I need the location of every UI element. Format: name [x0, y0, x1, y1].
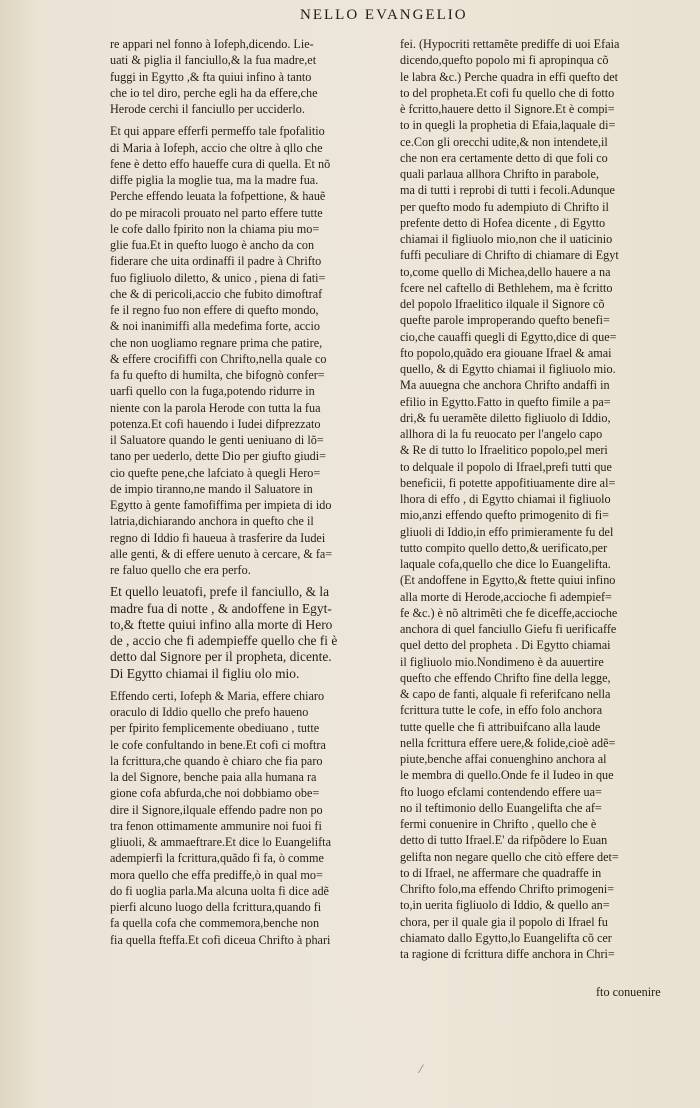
- text-line: to,in uerita figliuolo di Iddio, & quello an=: [400, 898, 610, 913]
- text-line: & noi inanimiffi alla medefima forte, accio: [110, 319, 320, 334]
- text-line: la del Signore, benche paia alla humana ra: [110, 770, 317, 784]
- text-line: quello, & di Egytto chiamai il figliuolo mio.: [400, 362, 616, 376]
- text-line: fa quella cofa che commemora,benche non: [110, 916, 320, 931]
- text-line: niente con la parola Herode con tutta la fua: [110, 400, 321, 415]
- text-line: oraculo di Iddio quello che prefo haueno: [110, 705, 309, 719]
- text-line: fuo figliuolo diletto, & unico , piena di fati=: [110, 270, 326, 285]
- text-line: cio,che cauaffi quegli di Egytto,dice di que=: [400, 329, 617, 344]
- text-line: do fi uoglia parla.Ma alcuna uolta fi dice adẽ: [110, 883, 329, 898]
- text-line: Egytto à gente famofiffima per impieta di ido: [110, 498, 332, 512]
- text-line: fto luogo efclami contendendo effere ua=: [400, 784, 602, 799]
- text-line: che & di pericoli,accio che fubito dimoftraf: [110, 286, 323, 301]
- text-line: beneficii, fi potette appofitiuamente dire al=: [400, 475, 616, 490]
- right-column: [400, 36, 682, 962]
- text-line: to delquale il popolo di Ifrael,prefi tutti que: [400, 459, 612, 474]
- text-line: che non era certamente detto di que foli co: [400, 150, 608, 165]
- text-line: il Saluatore quando le genti ueniuano di lõ=: [110, 433, 324, 447]
- text-line: piute,benche affai conuenghino anchora al: [400, 752, 607, 766]
- text-line: del popolo Ifraelitico ilquale il Signore cõ: [400, 297, 605, 311]
- ink-mark: ⁄: [420, 1063, 422, 1076]
- text-line: & Re di tutto lo Ifraelitico popolo,pel meri: [400, 443, 608, 458]
- text-line: fcrittura tutte le cofe, in effo folo anchora: [400, 703, 603, 718]
- text-line: fuffi peculiare di Chrifto di chiamare di Egyt: [400, 248, 619, 263]
- text-line: fene è detto effo haueffe cura di quella. Et nõ: [110, 156, 331, 171]
- text-line: è fcritto,hauere detto il Signore.Et è compi=: [400, 102, 615, 116]
- text-line: per fpirito femplicemente obediuano , tutte: [110, 721, 320, 736]
- text-line: mora quello che effa prediffe,ò in qual mo=: [110, 867, 323, 882]
- text-line: Chrifto folo,ma effendo Chrifto primogeni=: [400, 882, 615, 896]
- text-line: dire il Signore,ilquale effendo padre non po: [110, 802, 323, 817]
- text-line: Et quello leuatofi, prefe il fanciullo, & la: [110, 584, 330, 600]
- text-line: di Maria à Iofeph, accio che oltre à qllo che: [110, 140, 323, 155]
- text-line: fia quella fteffa.Et cofi diceua Chrifto à phari: [110, 932, 331, 947]
- text-line: & effere crocififfi con Chrifto,nella quale co: [110, 351, 327, 366]
- text-line: per quefto modo fu adempiuto di Chrifto il: [400, 199, 609, 214]
- text-line: Herode cerchi il fanciullo per ucciderlo.: [110, 102, 305, 116]
- text-line: chora, per il quale gia il popolo di Ifrael fu: [400, 914, 608, 929]
- text-line: quali parlaua allhora Chrifto in parabole,: [400, 167, 599, 181]
- text-line: le labra &c.) Perche quadra in effi quefto det: [400, 69, 619, 84]
- text-line: cio quefte pene,che lafciato à quegli Hero=: [110, 465, 321, 480]
- text-line: quefto che effendo Chrifto fine della legge,: [400, 670, 611, 685]
- text-line: le membra di quello.Onde fe il Iudeo in que: [400, 768, 614, 783]
- text-line: re appari nel fonno à Iofeph,dicendo. Lie-: [110, 37, 314, 51]
- text-line: quel detto del propheta . Di Egytto chiamai: [400, 638, 611, 653]
- text-line: ma di tutti i reprobi di tutti i fecoli.Adunque: [400, 183, 615, 198]
- text-line: fiderare che uita ordinaffi il padre à Chrifto: [110, 254, 322, 269]
- text-line: tano per uederlo, dette Dio per giufto giudi=: [110, 449, 327, 464]
- text-line: ce.Con gli orecchi udite,& non intendete,il: [400, 134, 608, 149]
- text-line: de impio tiranno,ne mando il Saluatore in: [110, 481, 313, 496]
- running-head: NELLO EVANGELIO: [300, 7, 468, 23]
- text-line: mio,anzi effendo quefto primogenito di fi=: [400, 508, 610, 523]
- text-line: la fcrittura,che quando è chiaro che fia paro: [110, 753, 323, 768]
- text-line: latria,dichiarando anchora in quefto che il: [110, 514, 314, 529]
- text-line: allhora di la fu reuocato per l'angelo capo: [400, 427, 603, 441]
- text-line: to in quegli la prophetia di Efaia,laquale di=: [400, 118, 616, 133]
- text-line: fei. (Hypocriti rettamẽte prediffe di uoi Efaia: [400, 37, 620, 51]
- text-line: re faluo quello che era perfo.: [110, 563, 251, 577]
- text-line: fe il regno fuo non effere di quefto mondo,: [110, 303, 319, 317]
- left-column: [110, 36, 388, 948]
- text-line: laquale cofa,quello che dice lo Euangelifta.: [400, 557, 611, 571]
- text-line: che non uogliamo regnare prima che patire,: [110, 335, 323, 350]
- text-line: dicendo,quefto popolo mi fi apropinqua cõ: [400, 53, 609, 68]
- text-line: to,& ftette quiui infino alla morte di Hero: [110, 616, 333, 632]
- text-line: detto dal Signore per il propheta, dicente.: [110, 649, 332, 665]
- text-line: no il teftimonio dello Euangelifta che af=: [400, 800, 602, 815]
- text-line: tra fenon ottimamente ammunire noi fuoi fi: [110, 818, 322, 833]
- text-line: gliuoli, & ammaeftrare.Et dice lo Euangelifta: [110, 835, 331, 849]
- text-line: fe &c.) è nõ altrimẽti che fe diceffe,accioche: [400, 605, 618, 620]
- text-line: Effendo certi, Iofeph & Maria, effere chiaro: [110, 688, 325, 703]
- text-line: uarfi quello con la fuga,potendo ridurre in: [110, 384, 315, 399]
- text-line: anchora di quel fanciullo Giefu fi uerificaffe: [400, 622, 617, 636]
- text-line: alle genti, & di effere uenuto à cercare, & fa=: [110, 546, 333, 561]
- text-line: prefente detto di Hofea dicente , di Egytto: [400, 215, 606, 230]
- text-line: il figliuolo mio.Nondimeno è da auuertire: [400, 654, 604, 669]
- text-line: to,come quello di Michea,dello hauere a na: [400, 264, 611, 279]
- text-line: diffe piglia la moglie tua, ma la madre fua.: [110, 173, 319, 187]
- text-line: alla morte di Herode,accioche fi adempief=: [400, 589, 612, 604]
- text-line: to del propheta.Et cofi fu quello che di fotto: [400, 85, 615, 100]
- text-line: madre fua di notte , & andoffene in Egyt-: [110, 600, 332, 616]
- text-line: tutto compito quello detto,& uerificato,per: [400, 540, 608, 555]
- text-line: fto popolo,quãdo era giouane Ifrael & amai: [400, 345, 612, 360]
- text-line: quefte parole improperando quefto benefi=: [400, 313, 610, 328]
- text-line: ta ragione di fcrittura diffe anchora in Chri=: [400, 947, 615, 961]
- text-line: pierfi alcuno luogo della fcrittura,quando fi: [110, 900, 322, 914]
- text-line: che io tel diro, perche egli ha da effere,che: [110, 85, 318, 100]
- text-line: potenza.Et cofi hauendo i Iudei difprezzato: [110, 416, 321, 431]
- text-line: fcere nel caftello di Bethlehem, ma è fcritto: [400, 280, 613, 295]
- text-line: Di Egytto chiamai il figliu olo mio.: [110, 665, 300, 681]
- catchword: fto conuenire: [596, 985, 661, 999]
- text-line: dri,& fu ueramẽte diletto figliuolo di Iddio,: [400, 410, 611, 425]
- text-line: & capo de fanti, alquale fi referifcano nella: [400, 687, 611, 701]
- text-line: glie fua.Et in quefto luogo è ancho da con: [110, 238, 315, 252]
- text-line: uati & piglia il fanciullo,& la fua madre,et: [110, 53, 317, 68]
- text-line: Et qui appare efferfi permeffo tale fpofalitio: [110, 124, 325, 139]
- text-line: lhora di effo , di Egytto chiamai il figliuolo: [400, 492, 611, 506]
- text-line: Perche effendo leuata la fofpettione, & hauẽ: [110, 189, 326, 204]
- text-line: do pe miracoli prouato nel parto effere tutte: [110, 205, 323, 220]
- text-line: adempierfi la fcrittura,quãdo fi fa, ò comme: [110, 851, 324, 866]
- text-line: gliuoli di Iddio,in effo primieramente fu del: [400, 524, 614, 539]
- text-line: to di Ifrael, ne affermare che quadraffe in: [400, 865, 602, 880]
- text-line: efilio in Egytto.Fatto in quefto fimile a pa=: [400, 394, 611, 409]
- text-line: fuggi in Egytto ,& fta quiui infino à tanto: [110, 69, 312, 84]
- text-line: le cofe confultando in bene.Et cofi ci moftra: [110, 737, 326, 752]
- text-line: regno di Iddio fi haueua à trasferire da Iudei: [110, 530, 326, 545]
- text-line: chiamai il figliuolo mio,non che il uaticinio: [400, 232, 613, 246]
- text-line: fa fu quefto di humilta, che bifognò confer=: [110, 368, 325, 382]
- text-line: fermi conuenire in Chrifto , quello che è: [400, 817, 597, 831]
- text-line: chiamato dallo Egytto,lo Euangelifta cõ cer: [400, 930, 612, 945]
- text-line: gelifta non negare quello che citò effere det=: [400, 849, 619, 864]
- text-line: detto di tutto Ifrael.E' da rifpõdere lo Euan: [400, 833, 608, 848]
- text-line: le cofe dallo fpirito non la chiama piu mo=: [110, 221, 320, 236]
- text-line: Ma auuegna che anchora Chrifto andaffi in: [400, 378, 610, 393]
- text-line: tutte quelle che fi attribuifcano alla laude: [400, 719, 601, 734]
- text-line: nella fcrittura effere uere,& folide,cioè adẽ=: [400, 735, 616, 750]
- text-line: (Et andoffene in Egytto,& ftette quiui infino: [400, 573, 616, 588]
- text-line: gione cofa abfurda,che noi dobbiamo obe=: [110, 786, 320, 801]
- text-line: de , accio che fi adempieffe quello che fi è: [110, 633, 338, 648]
